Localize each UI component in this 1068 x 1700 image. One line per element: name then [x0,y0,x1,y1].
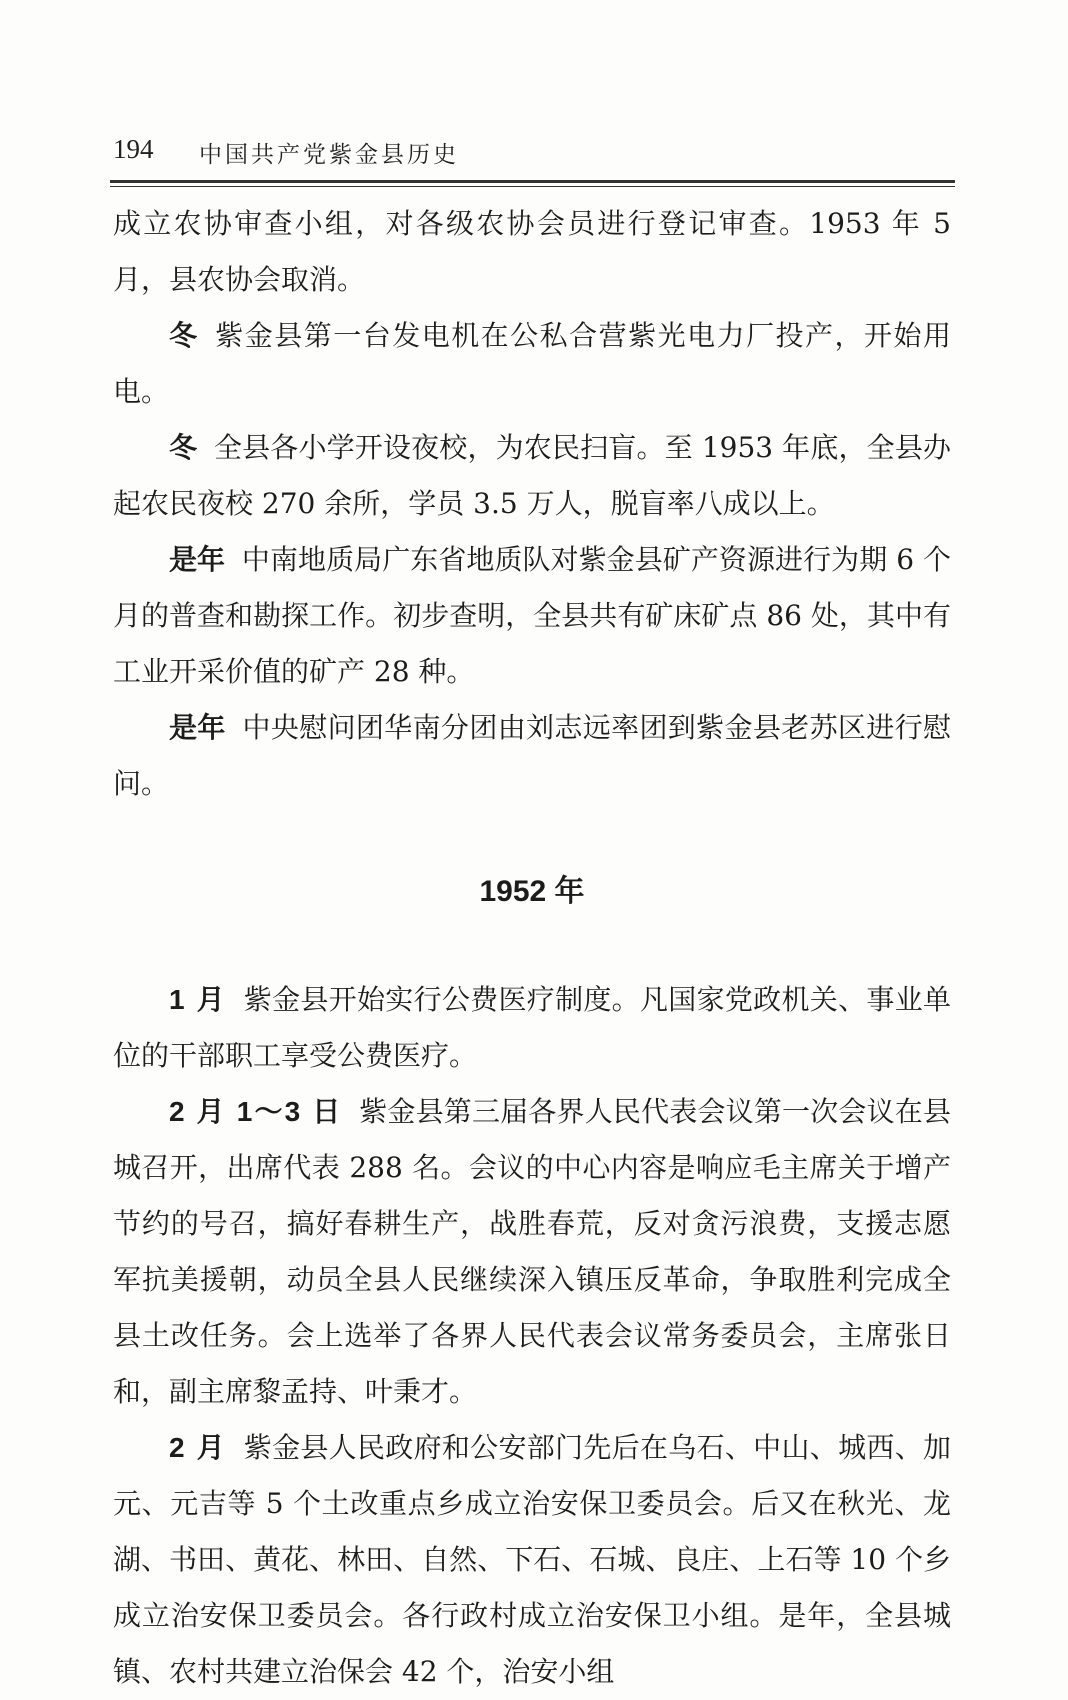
entry-text: 紫金县人民政府和公安部门先后在乌石、中山、城西、加元、元吉等 5 个土改重点乡成立治安保卫委员会。后又在秋光、龙湖、书田、黄花、林田、自然、下石、石城、良庄、上石等 10 个乡成立治安保卫委员会。各行政村成立治安保卫小组。是年，全县城镇、农村共建立治保会 42 个，治安小组 [113,1431,951,1688]
entry-winter-power [113,308,951,420]
entry-feb-congress [113,1084,951,1420]
running-title: 中国共产党紫金县历史 [199,142,459,168]
entry-lead: 是年 [169,543,226,576]
entry-year-delegation [113,700,951,812]
entry-lead: 2 月 1～3 日 [169,1096,343,1127]
page-number: 194 [113,134,154,164]
entry-lead: 冬 [169,431,198,464]
entry-winter-night-school [113,420,951,532]
entry-text: 紫金县开始实行公费医疗制度。凡国家党政机关、事业单位的干部职工享受公费医疗。 [113,983,951,1072]
entry-lead: 2 月 [169,1432,227,1463]
page-body [113,196,951,1700]
header-rule-thick [110,180,955,183]
entry-year-geology [113,532,951,700]
entry-lead: 冬 [169,319,199,352]
entry-lead: 1 月 [169,984,227,1015]
entry-jan-medical [113,972,951,1084]
entry-text: 中央慰问团华南分团由刘志远率团到紫金县老苏区进行慰问。 [113,711,951,800]
entry-feb-security [113,1420,951,1700]
entry-text: 全县各小学开设夜校，为农民扫盲。至 1953 年底，全县办起农民夜校 270 余所，学员 3.5 万人，脱盲率八成以上。 [113,431,951,520]
entry-text: 中南地质局广东省地质队对紫金县矿产资源进行为期 6 个月的普查和勘探工作。初步查明，全县共有矿床矿点 86 处，其中有工业开采价值的矿产 28 种。 [113,543,951,688]
header-rule-thin [110,186,955,187]
entry-text: 紫金县第三届各界人民代表会议第一次会议在县城召开，出席代表 288 名。会议的中心内容是响应毛主席关于增产节约的号召，搞好春耕生产，战胜春荒，反对贪污浪费，支援志愿军抗美援朝，动员全县人民继续深入镇压反革命，争取胜利完成全县土改任务。会上选举了各界人民代表会议常务委员会，主席张日和，副主席黎孟持、叶秉才。 [113,1095,951,1408]
continuation-paragraph: 成立农协审查小组，对各级农协会员进行登记审查。1953 年 5 月，县农协会取消。 [113,207,951,296]
year-heading: 1952 年 [479,875,585,908]
entry-text: 紫金县第一台发电机在公私合营紫光电力厂投产，开始用电。 [113,319,951,408]
page-header [113,130,953,172]
entry-lead: 是年 [169,711,226,744]
